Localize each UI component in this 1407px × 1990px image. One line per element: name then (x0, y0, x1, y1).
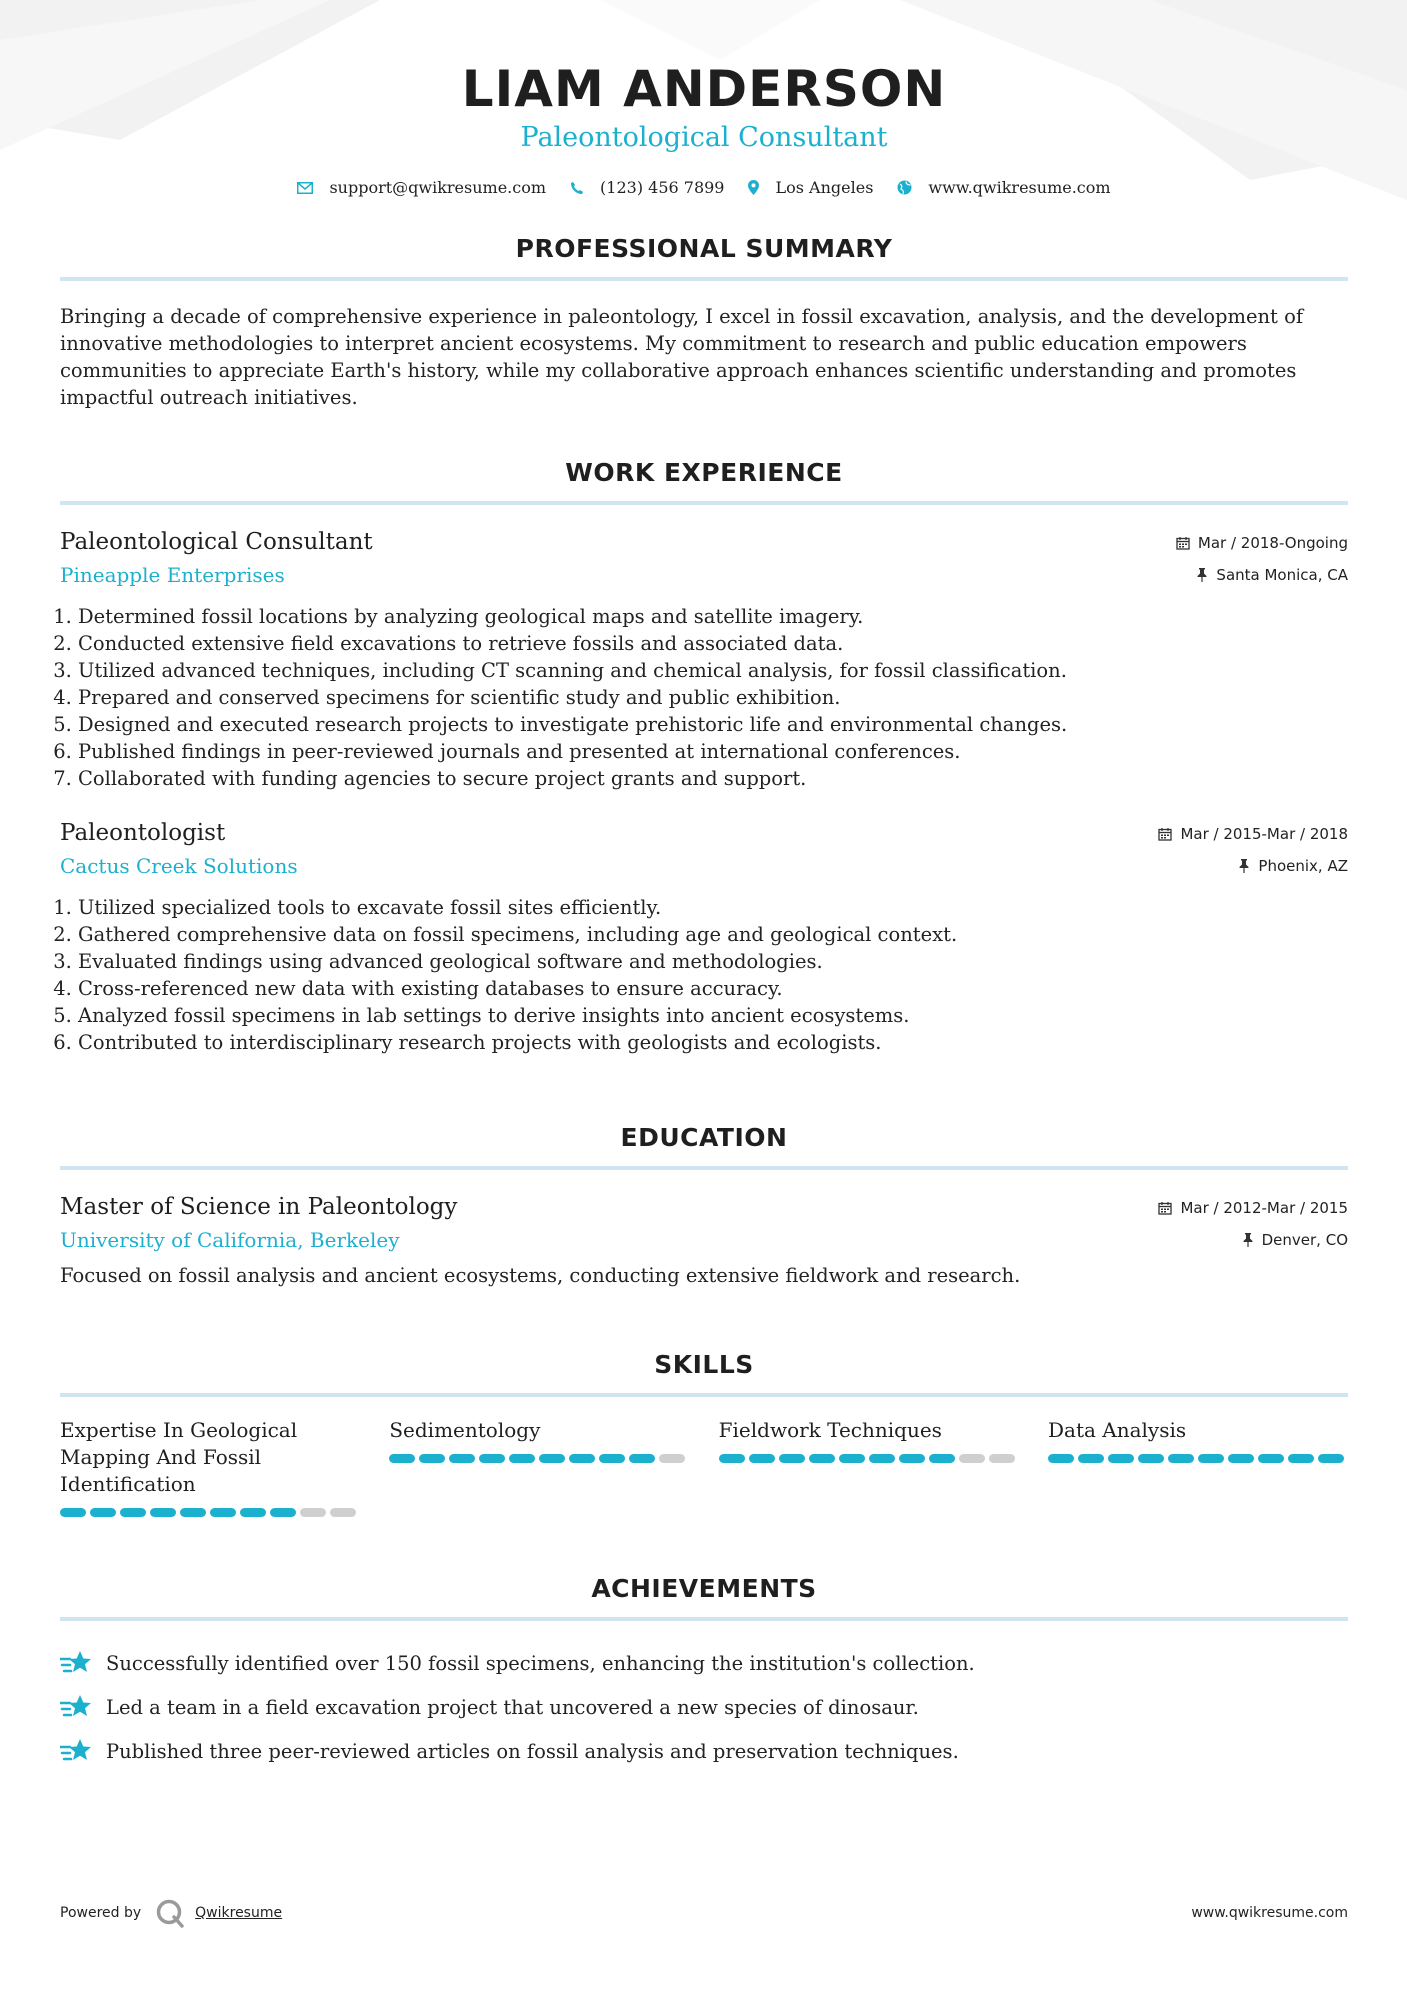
section-divider (60, 1617, 1348, 1621)
job-entry (60, 818, 1348, 1056)
skill-dot (809, 1454, 835, 1463)
skill-dot (60, 1508, 86, 1517)
achievement-text: Published three peer-reviewed articles on fossil analysis and preservation techniques. (106, 1739, 959, 1763)
list-item: 4. Cross-referenced new data with existing databases to ensure accuracy. (78, 975, 1348, 1002)
job-company: Cactus Creek Solutions (60, 854, 298, 878)
skill-dot (270, 1508, 296, 1517)
skill-dot (539, 1454, 565, 1463)
pushpin-icon (1242, 1233, 1254, 1247)
job-dates: Mar / 2015-Mar / 2018 (1180, 825, 1348, 843)
website-text: www.qwikresume.com (928, 178, 1111, 197)
skills-heading: SKILLS (654, 1350, 754, 1379)
skills-grid (60, 1417, 1348, 1517)
phone-text: (123) 456 7899 (600, 178, 725, 197)
powered-by-label: Powered by (60, 1905, 142, 1921)
star-award-icon (60, 1738, 92, 1764)
contact-website[interactable] (897, 178, 1110, 197)
education-section (60, 1122, 1348, 1289)
page-footer (60, 1898, 1348, 1928)
contact-email[interactable] (297, 178, 546, 197)
contact-phone[interactable] (570, 178, 724, 197)
skill-dot (479, 1454, 505, 1463)
list-item: 5. Analyzed fossil specimens in lab settings to derive insights into ancient ecosystems. (78, 1002, 1348, 1029)
skill-name: Sedimentology (389, 1418, 541, 1442)
globe-icon (897, 180, 912, 195)
job-title: Paleontological Consultant (60, 529, 373, 555)
list-item: 7. Collaborated with funding agencies to secure project grants and support. (78, 765, 1348, 792)
skill-dot (719, 1454, 745, 1463)
pushpin-icon (1196, 568, 1208, 582)
list-item: 4. Prepared and conserved specimens for scientific study and public exhibition. (78, 684, 1348, 711)
skill-dot (210, 1508, 236, 1517)
skill-dot (90, 1508, 116, 1517)
skill-dot (1258, 1454, 1284, 1463)
section-divider (60, 501, 1348, 505)
skill-dot (1048, 1454, 1074, 1463)
skill-dot (150, 1508, 176, 1517)
experience-heading: WORK EXPERIENCE (565, 458, 843, 487)
skill-dot (300, 1508, 326, 1517)
job-location: Phoenix, AZ (1258, 857, 1348, 875)
skill-name: Fieldwork Techniques (718, 1418, 942, 1442)
skills-section (60, 1349, 1348, 1517)
achievements-section (60, 1573, 1348, 1773)
skill-dot (1078, 1454, 1104, 1463)
skill-dot (419, 1454, 445, 1463)
job-responsibilities (60, 894, 1348, 1056)
skill-rating (719, 1454, 1019, 1463)
skill-dot (1228, 1454, 1254, 1463)
skill-item (1048, 1417, 1348, 1517)
skill-dot (449, 1454, 475, 1463)
education-dates: Mar / 2012-Mar / 2015 (1180, 1199, 1348, 1217)
section-divider (60, 277, 1348, 281)
skill-dot (839, 1454, 865, 1463)
skill-dot (1138, 1454, 1164, 1463)
skill-item (389, 1417, 689, 1517)
calendar-icon (1176, 536, 1190, 550)
resume-header (60, 0, 1348, 197)
skill-dot (959, 1454, 985, 1463)
skill-dot (1168, 1454, 1194, 1463)
skill-dot (599, 1454, 625, 1463)
list-item: 2. Conducted extensive field excavations to retrieve fossils and associated data. (78, 630, 1348, 657)
skill-dot (749, 1454, 775, 1463)
education-entry (60, 1192, 1348, 1289)
skill-dot (1198, 1454, 1224, 1463)
skill-dot (779, 1454, 805, 1463)
list-item: 1. Utilized specialized tools to excavate fossil sites efficiently. (78, 894, 1348, 921)
email-text: support@qwikresume.com (329, 178, 547, 197)
skill-name: Expertise In Geological Mapping And Fossil Identification (60, 1418, 298, 1496)
skill-dot (629, 1454, 655, 1463)
skill-rating (60, 1508, 360, 1517)
skill-item (719, 1417, 1019, 1517)
phone-icon (570, 181, 584, 195)
location-text: Los Angeles (775, 178, 874, 197)
summary-text: Bringing a decade of comprehensive experience in paleontology, I excel in fossil excavation, analysis, and the development of innovative methodologies to interpret ancient ecosystems. My commitment to research and public education empowers communities to appreciate Earth's history, while my collaborative approach enhances scientific understanding and promotes impactful outreach initiatives. (60, 305, 1304, 409)
skill-dot (569, 1454, 595, 1463)
achievement-text: Led a team in a field excavation project that uncovered a new species of dinosaur. (106, 1695, 919, 1719)
list-item: 3. Evaluated findings using advanced geological software and methodologies. (78, 948, 1348, 975)
achievement-text: Successfully identified over 150 fossil specimens, enhancing the institution's collection. (106, 1651, 975, 1675)
skill-dot (1318, 1454, 1344, 1463)
skill-rating (1048, 1454, 1348, 1463)
skill-dot (1108, 1454, 1134, 1463)
map-pin-icon (748, 180, 759, 195)
achievement-item (60, 1641, 1348, 1685)
skill-rating (389, 1454, 689, 1463)
skill-dot (330, 1508, 356, 1517)
list-item: 6. Contributed to interdisciplinary research projects with geologists and ecologists. (78, 1029, 1348, 1056)
skill-dot (659, 1454, 685, 1463)
skill-dot (509, 1454, 535, 1463)
summary-section (60, 233, 1348, 411)
experience-section (60, 457, 1348, 1056)
achievement-item (60, 1729, 1348, 1773)
skill-dot (389, 1454, 415, 1463)
job-title: Paleontologist (60, 820, 226, 846)
list-item: 5. Designed and executed research projects to investigate prehistoric life and environmental changes. (78, 711, 1348, 738)
footer-website[interactable]: www.qwikresume.com (1191, 1905, 1348, 1921)
summary-heading: PROFESSIONAL SUMMARY (515, 234, 893, 263)
resume-page (60, 0, 1348, 1773)
skill-dot (240, 1508, 266, 1517)
star-award-icon (60, 1694, 92, 1720)
contact-bar (60, 178, 1348, 197)
list-item: 3. Utilized advanced techniques, including CT scanning and chemical analysis, for fossil classification. (78, 657, 1348, 684)
list-item: 2. Gathered comprehensive data on fossil specimens, including age and geological context. (78, 921, 1348, 948)
achievements-heading: ACHIEVEMENTS (591, 1574, 817, 1603)
list-item: 6. Published findings in peer-reviewed journals and presented at international conferences. (78, 738, 1348, 765)
list-item: 1. Determined fossil locations by analyzing geological maps and satellite imagery. (78, 603, 1348, 630)
skill-dot (929, 1454, 955, 1463)
education-description: Focused on fossil analysis and ancient ecosystems, conducting extensive fieldwork and research. (60, 1264, 1021, 1287)
skill-item (60, 1417, 360, 1517)
skill-dot (899, 1454, 925, 1463)
degree-title: Master of Science in Paleontology (60, 1194, 458, 1220)
skill-dot (989, 1454, 1015, 1463)
section-divider (60, 1166, 1348, 1170)
education-heading: EDUCATION (620, 1123, 788, 1152)
achievements-list (60, 1641, 1348, 1773)
education-location: Denver, CO (1261, 1231, 1348, 1249)
job-company: Pineapple Enterprises (60, 563, 285, 587)
contact-location (748, 178, 873, 197)
powered-by (60, 1898, 282, 1928)
qwikresume-link[interactable]: Qwikresume (195, 1905, 283, 1921)
achievement-item (60, 1685, 1348, 1729)
envelope-icon (297, 182, 313, 194)
school-name: University of California, Berkeley (60, 1228, 400, 1252)
candidate-title: Paleontological Consultant (520, 122, 888, 153)
star-award-icon (60, 1650, 92, 1676)
job-responsibilities (60, 603, 1348, 792)
skill-dot (120, 1508, 146, 1517)
section-divider (60, 1393, 1348, 1397)
calendar-icon (1158, 1201, 1172, 1215)
skill-dot (1288, 1454, 1314, 1463)
skill-name: Data Analysis (1047, 1418, 1187, 1442)
job-location: Santa Monica, CA (1216, 566, 1348, 584)
pushpin-icon (1238, 859, 1250, 873)
candidate-name: LIAM ANDERSON (461, 60, 947, 118)
job-entry (60, 527, 1348, 792)
skill-dot (869, 1454, 895, 1463)
qwikresume-logo-icon (155, 1898, 185, 1928)
calendar-icon (1158, 827, 1172, 841)
job-dates: Mar / 2018-Ongoing (1197, 534, 1348, 552)
skill-dot (180, 1508, 206, 1517)
